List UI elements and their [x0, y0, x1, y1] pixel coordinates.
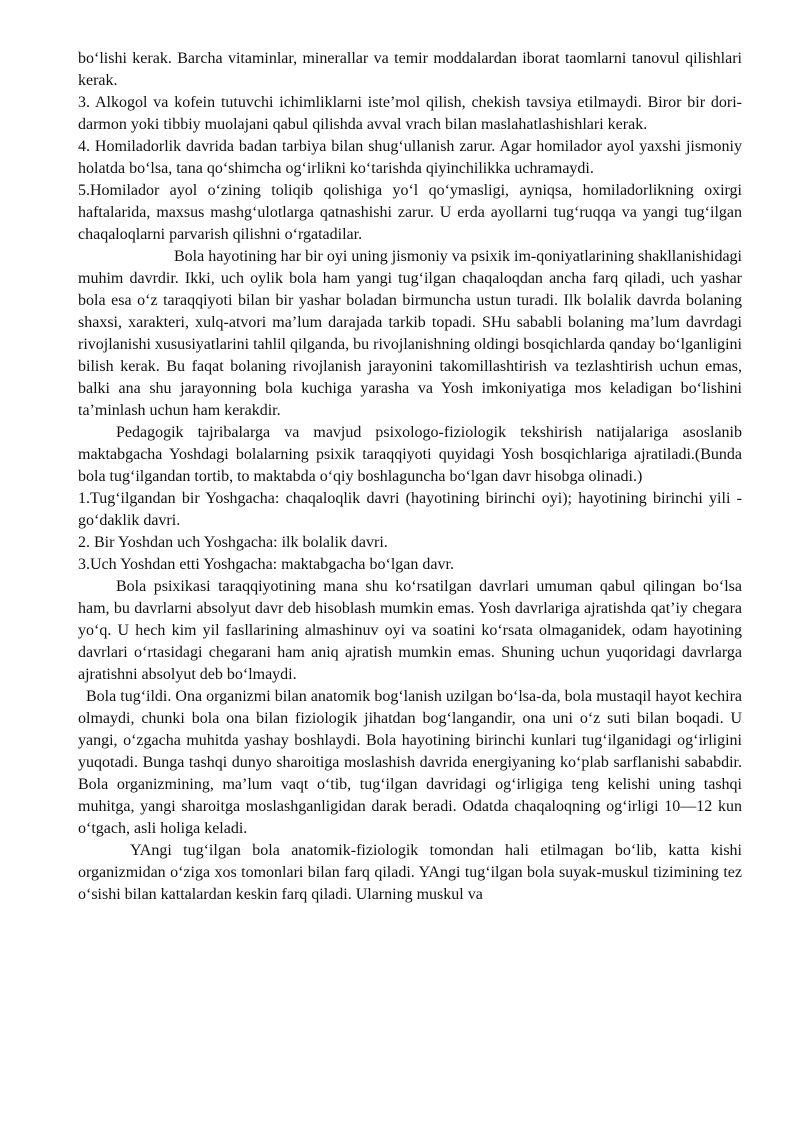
paragraph-age-stages-intro: Pedagogik tajribalarga va mavjud psixologo-fiziologik tekshirish natijalariga asoslanib maktabgacha Yoshdagi bolalarning psixik taraqqiyoti quyidagi Yosh bosqichlariga ajratiladi.(Bunda bola tug‘ilgandan tortib, to maktabda o‘qiy boshlaguncha bo‘lgan davr hisobga olinadi.)	[78, 424, 742, 485]
list-item-stage-3: 3.Uch Yoshdan etti Yoshgacha: maktabgacha bo‘lgan davr.	[78, 556, 454, 573]
list-item-stage-2: 2. Bir Yoshdan uch Yoshgacha: ilk bolalik davri.	[78, 534, 388, 551]
paragraph-nutrition-continuation: bo‘lishi kerak. Barcha vitaminlar, minerallar va temir moddalardan iborat taomlarni tanovul qilishlari kerak.	[78, 50, 742, 89]
paragraph-newborn-anatomy: YAngi tug‘ilgan bola anatomik-fiziologik tomondan hali etilmagan bo‘lib, katta kishi organizmidan o‘ziga xos tomonlari bilan farq qiladi. YAngi tug‘ilgan bola suyak-muskul tizimining tez o‘sishi bilan kattalardan keskin farq qiladi. Ularning muskul va	[78, 842, 742, 903]
paragraph-child-born: Bola tug‘ildi. Ona organizmi bilan anatomik bog‘lanish uzilgan bo‘lsa-da, bola mustaqil hayot kechira olmaydi, chunki bola ona bilan fiziologik jihatdan bog‘langandir, ona uni o‘z suti bilan boqadi. U yangi, o‘zgacha muhitda yashay boshlaydi. Bola hayotining birinchi kunlari tug‘ilganidagi og‘irligini yuqotadi. Bunga tashqi dunyo sharoitiga moslashish davrida energiyaning ko‘plab sarflanishi sababdir. Bola organizmining, ma’lum vaqt o‘tib, tug‘ilgan davridagi og‘irligiga teng kelishi uning tashqi muhitga, yangi sharoitga moslashganligidan darak beradi. Odatda chaqaloqning og‘irligi 10—12 kun o‘tgach, asli holiga keladi.	[78, 688, 742, 837]
paragraph-periods-not-absolute: Bola psixikasi taraqqiyotining mana shu ko‘rsatilgan davrlari umuman qabul qilingan bo‘lsa ham, bu davrlarni absolyut davr deb hisoblash mumkin emas. Yosh davrlariga ajratishda qat’iy chegara yo‘q. U hech kim yil fasllarining almashinuv oyi va soatini ko‘rsata olmaganidek, odam hayotining davrlari o‘rtasidagi chegarani ham aniq ajratish mumkin emas. Shuning uchun yuqoridagi davrlarga ajratishni absolyut deb bo‘lmaydi.	[78, 578, 742, 683]
list-item-stage-1: 1.Tug‘ilgandan bir Yoshgacha: chaqaloqlik davri (hayotining birinchi oyi); hayotining birinchi yili - go‘daklik davri.	[78, 490, 742, 529]
paragraph-item-4-exercise: 4. Homiladorlik davrida badan tarbiya bilan shug‘ullanish zarur. Agar homilador ayol yaxshi jismoniy holatda bo‘lsa, tana qo‘shimcha og‘irlikni ko‘tarishda qiyinchilikka uchramaydi.	[78, 138, 742, 177]
paragraph-child-development: Bola hayotining har bir oyi uning jismoniy va psixik im-qoniyatlarining shakllanishidagi muhim davrdir. Ikki, uch oylik bola ham yangi tug‘ilgan chaqaloqdan ancha farq qiladi, uch yashar bola esa o‘z taraqqiyoti bilan bir yashar boladan birmuncha ustun turadi. Ilk bolalik davrda bolaning shaxsi, xarakteri, xulq-atvori ma’lum darajada tarkib topadi. SHu sababli bolaning ma’lum davrdagi rivojlanishi xususiyatlarini tahlil qilganda, bu rivojlanishning oldingi bosqichlarda qanday bo‘lganligini bilish kerak. Bu faqat bolaning rivojlanish jarayonini takomillashtirish va tezlashtirish uchun emas, balki ana shu jarayonning bola kuchiga yarasha va Yosh imkoniyatiga mos keladigan bo‘lishini ta’minlash uchun ham kerakdir.	[78, 248, 742, 419]
paragraph-item-3-alcohol: 3. Alkogol va kofein tutuvchi ichimliklarni iste’mol qilish, chekish tavsiya etilmaydi. Biror bir dori-darmon yoki tibbiy muolajani qabul qilishda avval vrach bilan maslahatlashishlari kerak.	[78, 94, 742, 133]
document-page	[78, 48, 742, 906]
paragraph-item-5-rest: 5.Homilador ayol o‘zining toliqib qolishiga yo‘l qo‘ymasligi, ayniqsa, homiladorlikning oxirgi haftalarida, maxsus mashg‘ulotlarga qatnashishi zarur. U erda ayollarni tug‘ruqqa va yangi tug‘ilgan chaqaloqlarni parvarish qilishni o‘rgatadilar.	[78, 182, 742, 243]
